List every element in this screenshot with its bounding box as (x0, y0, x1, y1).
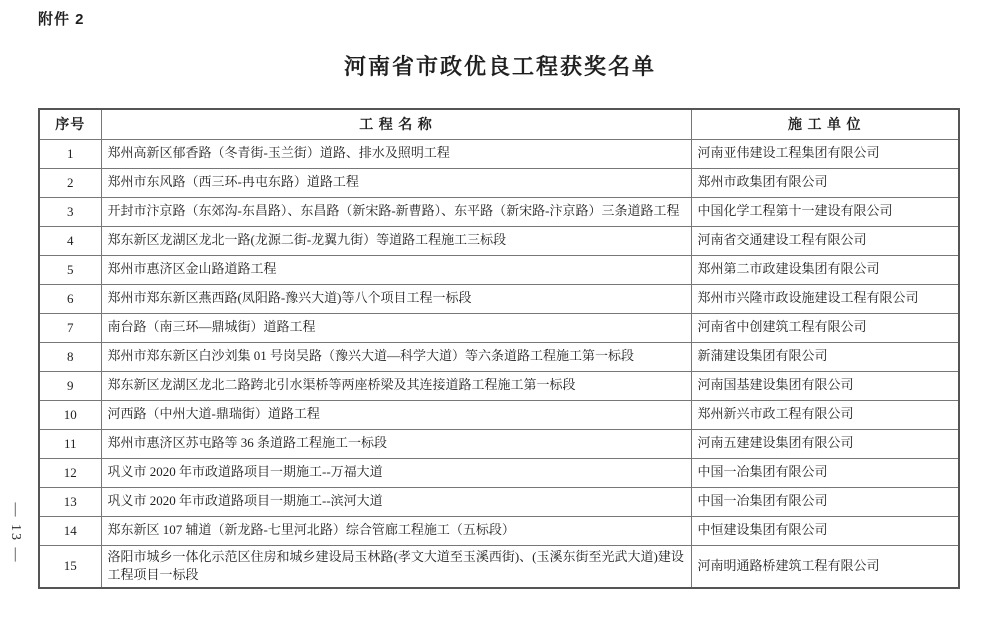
cell-index: 14 (39, 516, 101, 545)
cell-project: 南台路（南三环—鼎城街）道路工程 (101, 313, 691, 342)
table-row (39, 400, 959, 429)
cell-company: 郑州市政集团有限公司 (691, 168, 959, 197)
table-row (39, 429, 959, 458)
cell-company: 河南亚伟建设工程集团有限公司 (691, 139, 959, 168)
table-row (39, 487, 959, 516)
cell-company: 郑州第二市政建设集团有限公司 (691, 255, 959, 284)
table-row (39, 371, 959, 400)
cell-index: 9 (39, 371, 101, 400)
cell-project: 郑州市郑东新区白沙刘集 01 号岗吴路（豫兴大道—科学大道）等六条道路工程施工第一标段 (101, 342, 691, 371)
cell-project: 郑州市东风路（西三环-冉屯东路）道路工程 (101, 168, 691, 197)
cell-index: 10 (39, 400, 101, 429)
cell-company: 中国一冶集团有限公司 (691, 487, 959, 516)
cell-project: 郑州高新区郁香路（冬青街-玉兰街）道路、排水及照明工程 (101, 139, 691, 168)
cell-company: 中国一冶集团有限公司 (691, 458, 959, 487)
table-row (39, 545, 959, 588)
cell-company: 郑州新兴市政工程有限公司 (691, 400, 959, 429)
cell-company: 河南省交通建设工程有限公司 (691, 226, 959, 255)
table-row (39, 255, 959, 284)
cell-project: 洛阳市城乡一体化示范区住房和城乡建设局玉林路(孝文大道至玉溪西街)、(玉溪东街至光武大道)建设工程项目一标段 (101, 545, 691, 588)
table-row (39, 313, 959, 342)
table-row (39, 226, 959, 255)
cell-project: 巩义市 2020 年市政道路项目一期施工--万福大道 (101, 458, 691, 487)
cell-index: 13 (39, 487, 101, 516)
table-header-row (39, 109, 959, 139)
cell-company: 中恒建设集团有限公司 (691, 516, 959, 545)
cell-company: 河南国基建设集团有限公司 (691, 371, 959, 400)
table-row (39, 168, 959, 197)
cell-project: 郑州市惠济区苏屯路等 36 条道路工程施工一标段 (101, 429, 691, 458)
cell-company: 新蒲建设集团有限公司 (691, 342, 959, 371)
cell-index: 3 (39, 197, 101, 226)
cell-company: 河南省中创建筑工程有限公司 (691, 313, 959, 342)
cell-company: 河南明通路桥建筑工程有限公司 (691, 545, 959, 588)
col-header-index: 序号 (39, 109, 101, 139)
cell-project: 开封市汴京路（东郊沟-东昌路）、东昌路（新宋路-新曹路）、东平路（新宋路-汴京路）三条道路工程 (101, 197, 691, 226)
table-row (39, 197, 959, 226)
cell-index: 6 (39, 284, 101, 313)
cell-project: 河西路（中州大道-鼎瑞街）道路工程 (101, 400, 691, 429)
cell-index: 2 (39, 168, 101, 197)
awards-table (38, 108, 960, 589)
table-row (39, 284, 959, 313)
cell-project: 郑州市郑东新区燕西路(凤阳路-豫兴大道)等八个项目工程一标段 (101, 284, 691, 313)
cell-company: 中国化学工程第十一建设有限公司 (691, 197, 959, 226)
cell-index: 15 (39, 545, 101, 588)
cell-index: 4 (39, 226, 101, 255)
col-header-company: 施 工 单 位 (691, 109, 959, 139)
table-row (39, 458, 959, 487)
cell-index: 7 (39, 313, 101, 342)
cell-index: 8 (39, 342, 101, 371)
page-title: 河南省市政优良工程获奖名单 (343, 54, 656, 79)
cell-project: 郑东新区 107 辅道（新龙路-七里河北路）综合管廊工程施工（五标段） (101, 516, 691, 545)
cell-project: 郑州市惠济区金山路道路工程 (101, 255, 691, 284)
cell-project: 郑东新区龙湖区龙北一路(龙源二街-龙翼九街）等道路工程施工三标段 (101, 226, 691, 255)
page-number: — 13 — (8, 502, 23, 564)
cell-index: 11 (39, 429, 101, 458)
cell-index: 12 (39, 458, 101, 487)
table-row (39, 516, 959, 545)
table-row (39, 342, 959, 371)
cell-company: 郑州市兴隆市政设施建设工程有限公司 (691, 284, 959, 313)
cell-company: 河南五建建设集团有限公司 (691, 429, 959, 458)
col-header-project: 工 程 名 称 (101, 109, 691, 139)
cell-index: 1 (39, 139, 101, 168)
attachment-label: 附件 2 (38, 11, 85, 28)
cell-index: 5 (39, 255, 101, 284)
cell-project: 郑东新区龙湖区龙北二路跨北引水渠桥等两座桥梁及其连接道路工程施工第一标段 (101, 371, 691, 400)
table-row (39, 139, 959, 168)
cell-project: 巩义市 2020 年市政道路项目一期施工--滨河大道 (101, 487, 691, 516)
